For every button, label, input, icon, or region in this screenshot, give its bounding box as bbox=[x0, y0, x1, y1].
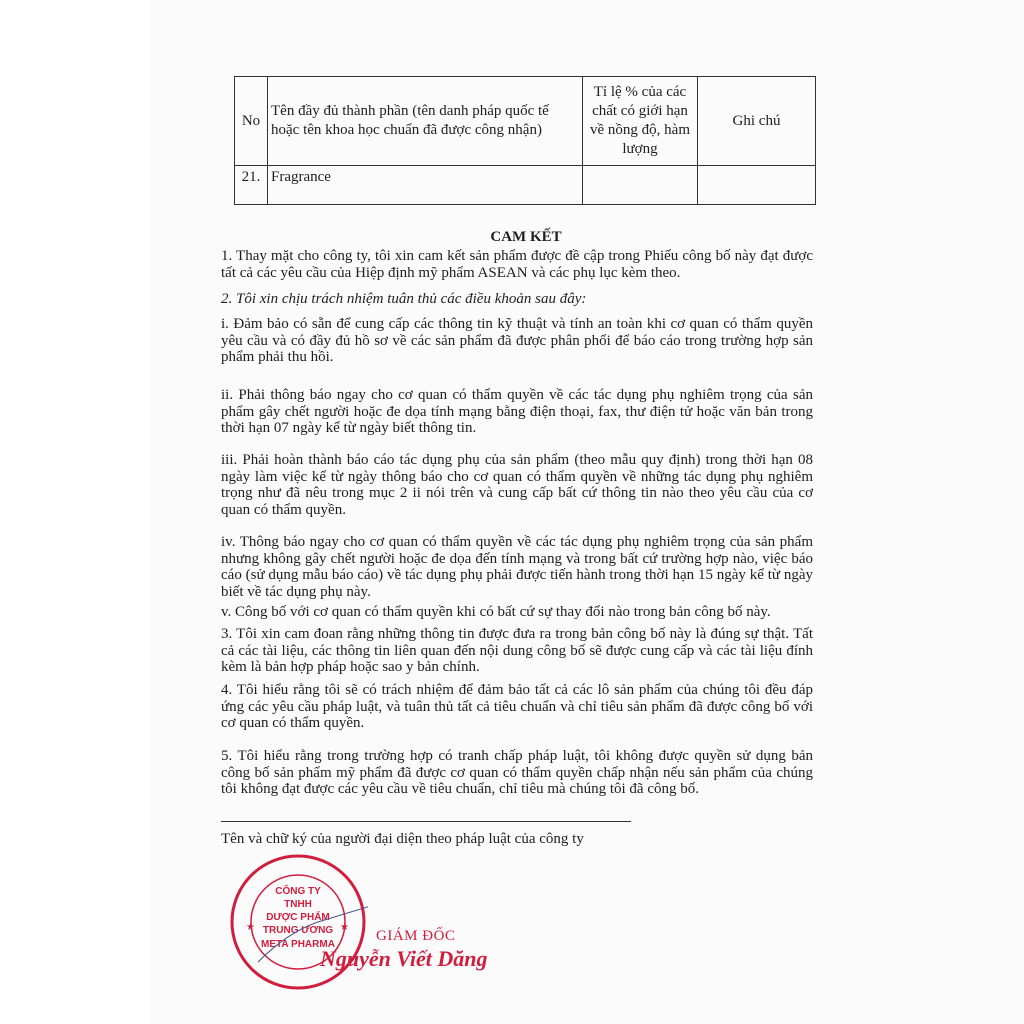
svg-text:★: ★ bbox=[246, 922, 255, 933]
stamp-line: DƯỢC PHẨM bbox=[266, 912, 330, 923]
director-name: Nguyễn Viết Dăng bbox=[320, 946, 488, 971]
paragraph-5: 5. Tôi hiểu rằng trong trường hợp có tranh chấp pháp luật, tôi không được quyền sử dụng bản công bố sản phẩm mỹ phẩm đã được cơ quan có thẩm quyền chấp nhận nếu sản phẩm của chúng tôi không đạt được các yêu cầu về tiêu chuẩn, chỉ tiêu mà chúng tôi đã công bố. bbox=[221, 748, 813, 797]
paragraph-1: 1. Thay mặt cho công ty, tôi xin cam kết sản phẩm được đề cập trong Phiếu công bố này đạt được tất cả các yêu cầu của Hiệp định mỹ phẩm ASEAN và các phụ lục kèm theo. bbox=[221, 248, 813, 281]
row-no: 21. bbox=[235, 166, 268, 205]
paragraph-4: 4. Tôi hiểu rằng tôi sẽ có trách nhiệm để đảm bảo tất cả các lô sản phẩm của chúng tôi đều đáp ứng các yêu cầu pháp luật, và tuân thủ tất cả tiêu chuẩn và chỉ tiêu sản phẩm đã được công bố với cơ quan có thẩm quyền. bbox=[221, 682, 813, 731]
divider bbox=[221, 821, 631, 822]
table-row bbox=[235, 166, 816, 205]
row-note bbox=[698, 166, 816, 205]
paragraph-2i: i. Đảm bảo có sẵn để cung cấp các thông tin kỹ thuật và tính an toàn khi cơ quan có thẩm quyền yêu cầu và có đầy đủ hồ sơ về các sản phẩm đã được phân phối để báo cáo trong trường hợp sản phẩm phải thu hồi. bbox=[221, 316, 813, 365]
stamp-line: TNHH bbox=[284, 899, 312, 910]
ingredient-table bbox=[234, 76, 816, 205]
paragraph-2iii: iii. Phải hoàn thành báo cáo tác dụng phụ của sản phẩm (theo mẫu quy định) trong thời hạn 08 ngày làm việc kể từ ngày thông báo cho cơ quan có thẩm quyền về những tác dụng phụ nghiêm trọng như đã nêu trong mục 2 ii nói trên và cung cấp bất cứ thông tin nào theo yêu cầu của cơ quan có thẩm quyền. bbox=[221, 452, 813, 518]
commitment-title: CAM KẾT bbox=[490, 229, 562, 245]
svg-text:★: ★ bbox=[340, 922, 349, 933]
paragraph-3: 3. Tôi xin cam đoan rằng những thông tin được đưa ra trong bản công bố này là đúng sự thật. Tất cả các tài liệu, các thông tin liên quan đến nội dung công bố sẽ được cung cấp và các tài liệu đính kèm là bản hợp pháp hoặc sao y bản chính. bbox=[221, 626, 813, 675]
header-no: No bbox=[235, 77, 268, 166]
director-title: GIÁM ĐỐC bbox=[376, 928, 456, 944]
header-rate: Tỉ lệ % của các chất có giới hạn về nồng độ, hàm lượng bbox=[583, 77, 698, 166]
row-name: Fragrance bbox=[268, 166, 583, 205]
paragraph-2v: v. Công bố với cơ quan có thẩm quyền khi có bất cứ sự thay đổi nào trong bản công bố này. bbox=[221, 604, 771, 620]
stamp-line: CÔNG TY bbox=[275, 886, 321, 897]
header-note: Ghi chú bbox=[698, 77, 816, 166]
paragraph-2: 2. Tôi xin chịu trách nhiệm tuân thủ các điều khoản sau đây: bbox=[221, 291, 587, 307]
stamp-line: TRUNG ƯƠNG bbox=[262, 925, 334, 936]
paragraph-2ii: ii. Phải thông báo ngay cho cơ quan có thẩm quyền về các tác dụng phụ nghiêm trọng của sản phẩm gây chết người hoặc đe dọa tính mạng bằng điện thoại, fax, thư điện tử hoặc văn bản trong thời hạn 07 ngày kể từ ngày biết thông tin. bbox=[221, 387, 813, 436]
signature-label: Tên và chữ ký của người đại diện theo pháp luật của công ty bbox=[221, 831, 584, 847]
paragraph-2iv: iv. Thông báo ngay cho cơ quan có thẩm quyền về các tác dụng phụ nghiêm trọng của sản phẩm nhưng không gây chết người hoặc đe dọa đến tính mạng và trong bất cứ trường hợp nào, việc báo cáo (sử dụng mẫu báo cáo) về tác dụng phụ phải được tiến hành trong thời hạn 15 ngày kể từ ngày biết về tác dụng phụ này. bbox=[221, 534, 813, 600]
stamp-line: META PHARMA bbox=[261, 939, 335, 950]
row-rate bbox=[583, 166, 698, 205]
header-name: Tên đầy đủ thành phần (tên danh pháp quốc tế hoặc tên khoa học chuẩn đã được công nhận) bbox=[268, 77, 583, 166]
table-header-row bbox=[235, 77, 816, 166]
